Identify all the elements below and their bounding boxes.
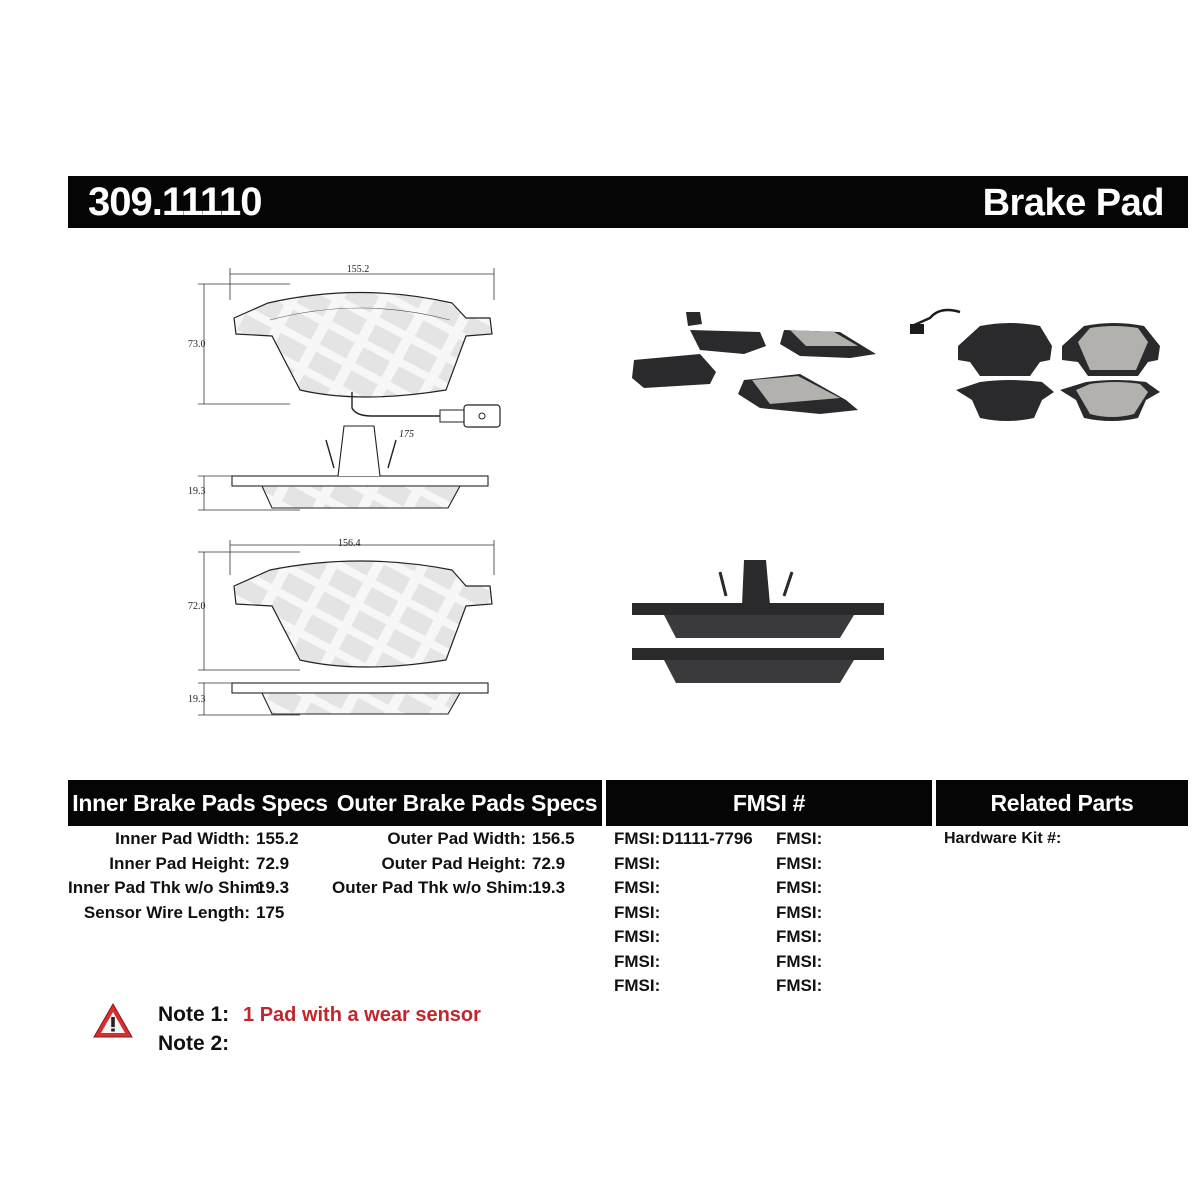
- spec-label: Sensor Wire Length:: [83, 902, 250, 922]
- spec-value: 72.9: [532, 853, 566, 873]
- spec-label: Outer Pad Height:: [381, 853, 526, 873]
- spec-value: 155.2: [256, 829, 299, 848]
- fmsi-label: FMSI:: [614, 902, 661, 922]
- spec-value: 156.5: [532, 829, 575, 848]
- outer-spec-row: [332, 827, 602, 852]
- title-bar: [68, 176, 1188, 228]
- inner-spec-row: [68, 827, 332, 852]
- fmsi-label: FMSI:: [614, 878, 661, 897]
- fmsi-row: [614, 827, 930, 852]
- outer-spec-row: [332, 852, 602, 877]
- inner-pad-side-view: [188, 426, 488, 510]
- fmsi-list: [614, 827, 930, 999]
- warning-icon: [92, 1002, 134, 1040]
- product-photo-front: [905, 300, 1175, 430]
- technical-drawing: [180, 255, 520, 725]
- inner-height-dim-label: 73.0: [188, 339, 206, 350]
- fmsi-label: FMSI:: [614, 951, 661, 971]
- outer-pad-outline: [234, 561, 492, 667]
- outer-specs-list: [332, 827, 602, 901]
- related-parts-header: [936, 780, 1188, 826]
- fmsi-header: [606, 780, 932, 826]
- related-parts-title: Related Parts: [990, 789, 1134, 816]
- outer-height-dim-label: 72.0: [188, 601, 206, 612]
- fmsi-row: [614, 950, 930, 975]
- fmsi-value: [662, 925, 776, 950]
- outer-specs-title: Outer Brake Pads Specs: [336, 789, 598, 816]
- inner-thk-dim-label: 19.3: [188, 486, 206, 497]
- inner-specs-header: [68, 780, 332, 826]
- fmsi-row: [614, 876, 930, 901]
- fmsi-title: FMSI #: [732, 789, 806, 816]
- inner-spec-row: [68, 852, 332, 877]
- fmsi-label: FMSI:: [776, 878, 823, 897]
- spec-value: 19.3: [532, 878, 566, 897]
- outer-pad-side-view: [188, 683, 488, 715]
- fmsi-label: FMSI:: [776, 902, 823, 922]
- fmsi-value: [662, 901, 776, 926]
- hardware-kit-row: [944, 827, 1184, 852]
- outer-specs-header: [332, 780, 602, 826]
- fmsi-label: FMSI:: [776, 951, 823, 971]
- fmsi-label: FMSI:: [776, 976, 823, 995]
- outer-thk-dim-label: 19.3: [188, 694, 206, 705]
- product-type: Brake Pad: [982, 182, 1164, 224]
- inner-spec-row: [68, 876, 332, 901]
- fmsi-value: [662, 852, 776, 877]
- note-1-label: Note 1:: [158, 1003, 230, 1026]
- fmsi-label: FMSI:: [614, 853, 661, 873]
- fmsi-row: [614, 925, 930, 950]
- spec-value: 72.9: [256, 853, 290, 873]
- fmsi-value: [662, 876, 776, 901]
- note-2: [158, 1032, 237, 1056]
- outer-spec-row: [332, 876, 602, 901]
- fmsi-value: [662, 950, 776, 975]
- fmsi-label: FMSI:: [776, 927, 823, 946]
- related-parts-list: [944, 827, 1184, 852]
- spec-value: 19.3: [256, 878, 290, 897]
- fmsi-row: [614, 901, 930, 926]
- fmsi-row: [614, 974, 930, 999]
- hardware-kit-label: Hardware Kit #:: [944, 830, 1062, 847]
- fmsi-row: [614, 852, 930, 877]
- note-2-label: Note 2:: [158, 1032, 230, 1055]
- spec-label: Outer Pad Width:: [387, 829, 526, 848]
- fmsi-label: FMSI:: [614, 927, 661, 946]
- fmsi-label: FMSI:: [614, 829, 661, 848]
- product-photo-side: [620, 545, 890, 685]
- inner-specs-title: Inner Brake Pads Specs: [72, 789, 328, 816]
- product-photo-angled: [620, 300, 890, 430]
- fmsi-label: FMSI:: [614, 976, 661, 995]
- fmsi-value: D1111-7796: [662, 829, 753, 848]
- inner-spec-row: [68, 901, 332, 926]
- spec-label: Outer Pad Thk w/o Shim:: [332, 878, 534, 897]
- fmsi-label: FMSI:: [776, 829, 823, 848]
- fmsi-value: [662, 974, 776, 999]
- sensor-wire-dim-label: 175: [399, 429, 414, 440]
- spec-label: Inner Pad Height:: [109, 853, 250, 873]
- note-1-text: 1 Pad with a wear sensor: [243, 1004, 481, 1026]
- inner-specs-list: [68, 827, 332, 925]
- part-number: 309.11110: [88, 180, 262, 224]
- fmsi-label: FMSI:: [776, 853, 823, 873]
- note-1: [158, 1003, 481, 1027]
- spec-value: 175: [256, 902, 285, 922]
- outer-width-dim-label: 156.4: [338, 538, 361, 549]
- spec-label: Inner Pad Width:: [115, 829, 250, 848]
- spec-label: Inner Pad Thk w/o Shim:: [68, 878, 266, 897]
- inner-width-dim-label: 155.2: [346, 264, 370, 275]
